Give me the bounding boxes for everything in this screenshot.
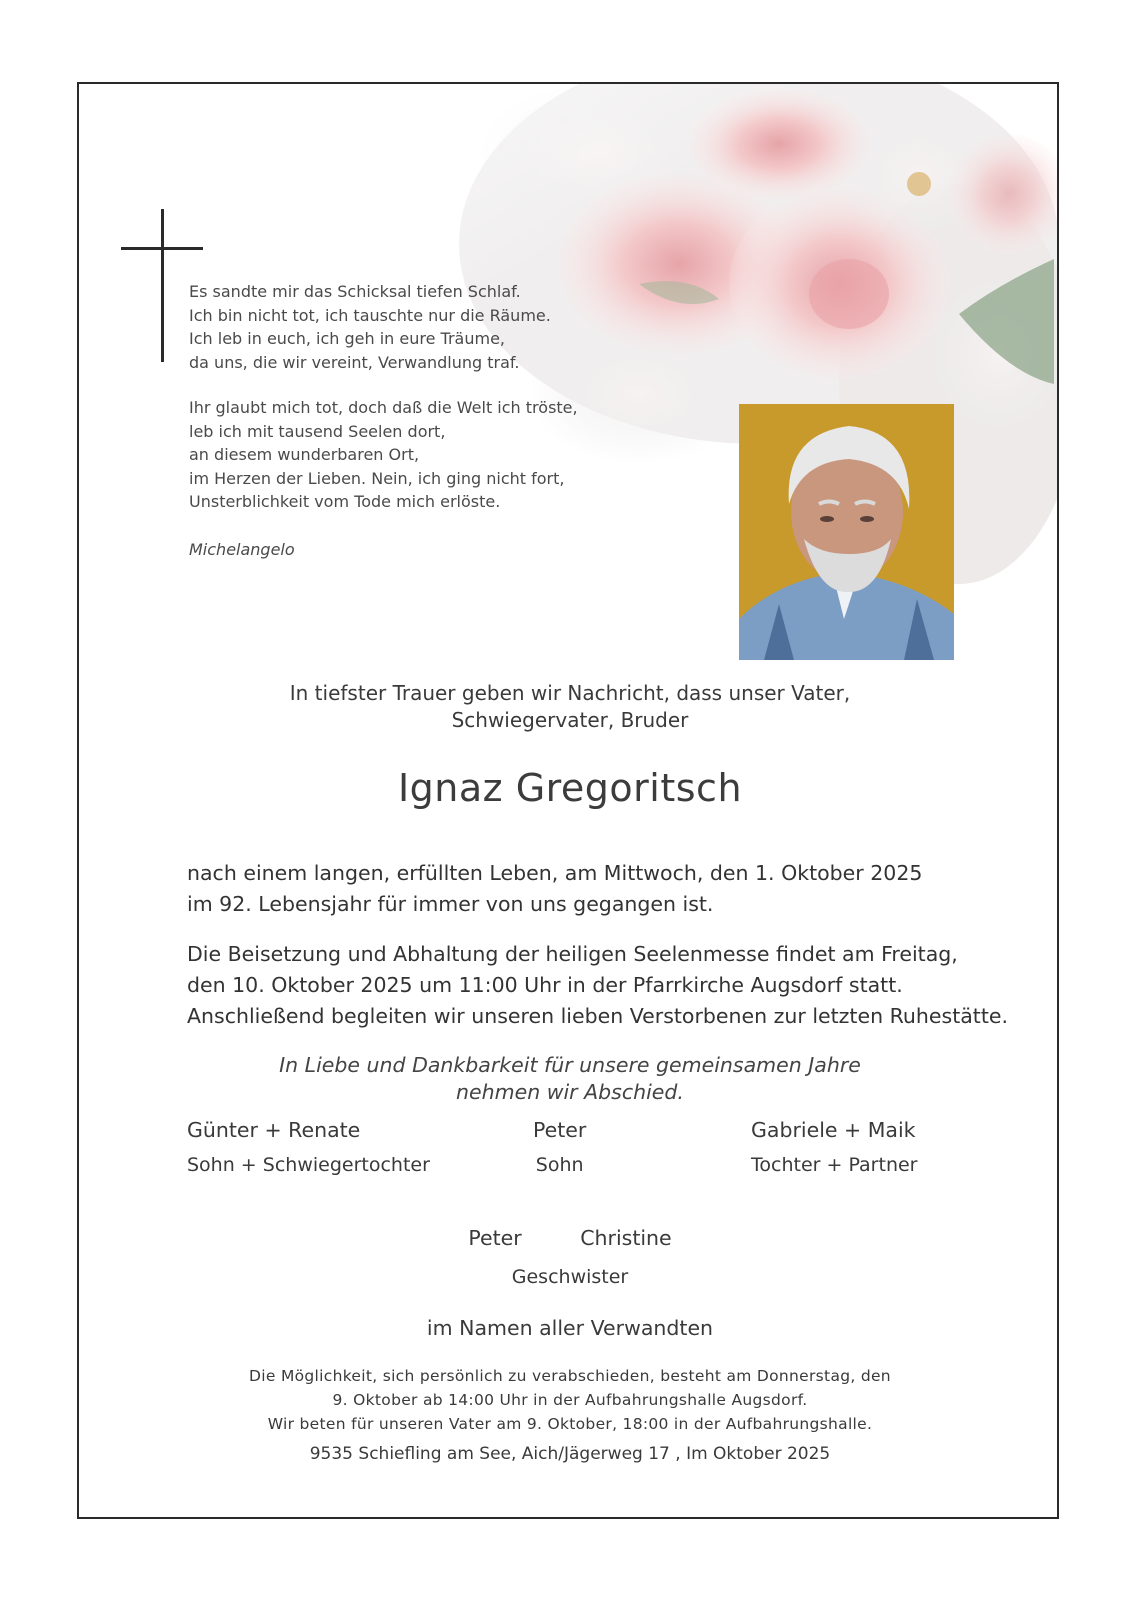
poem-line: Ihr glaubt mich tot, doch daß die Welt ich tröste, (189, 398, 578, 417)
siblings-names (79, 1226, 1059, 1250)
poem-line: Es sandte mir das Schicksal tiefen Schlaf. (189, 282, 521, 301)
notice-line: 9. Oktober ab 14:00 Uhr in der Aufbahrungshalle Augsdorf. (332, 1391, 808, 1409)
cross-icon (161, 209, 164, 362)
notice-line: Die Möglichkeit, sich persönlich zu verabschieden, besteht am Donnerstag, den (249, 1367, 891, 1385)
poem (189, 280, 749, 561)
poem-line: Ich bin nicht tot, ich tauschte nur die Räume. (189, 305, 551, 325)
family-relation: Tochter + Partner (751, 1154, 918, 1176)
family-relation: Sohn + Schwiegertochter (187, 1154, 430, 1176)
sibling-name: Christine (580, 1226, 672, 1250)
family-relation: Sohn (535, 1154, 584, 1176)
cross-icon-bar (121, 247, 203, 250)
funeral-line: Anschließend begleiten wir unseren lieben Verstorbenen zur letzten Ruhestätte. (187, 1004, 1009, 1028)
family-group (751, 1118, 918, 1176)
obituary-card (77, 82, 1059, 1519)
intro-text (79, 680, 1059, 734)
intro-line: In tiefster Trauer geben wir Nachricht, dass unser Vater, (289, 681, 851, 705)
intro-line: Schwiegervater, Bruder (451, 708, 689, 732)
viewing-notice (79, 1364, 1059, 1436)
deceased-name: Ignaz Gregoritsch (397, 766, 743, 810)
poem-line: Unsterblichkeit vom Tode mich erlöste. (189, 492, 501, 511)
death-notice (187, 858, 1027, 920)
funeral-line: den 10. Oktober 2025 um 11:00 Uhr in der Pfarrkirche Augsdorf statt. (187, 973, 903, 997)
siblings-relation: Geschwister (511, 1266, 629, 1288)
poem-line: im Herzen der Lieben. Nein, ich ging nicht fort, (189, 468, 565, 488)
poem-line: da uns, die wir vereint, Verwandlung traf. (189, 352, 520, 372)
family-names: Peter (533, 1118, 587, 1142)
family-group (533, 1118, 586, 1176)
relatives-text: im Namen aller Verwandten (426, 1316, 714, 1340)
farewell-text (79, 1052, 1059, 1106)
family-names: Günter + Renate (187, 1118, 361, 1142)
family-names: Gabriele + Maik (751, 1118, 916, 1142)
poem-line: an diesem wunderbaren Ort, (189, 445, 420, 464)
poem-line: leb ich mit tausend Seelen dort, (189, 421, 446, 441)
sibling-name: Peter (468, 1226, 522, 1250)
farewell-line: In Liebe und Dankbarkeit für unsere gemeinsamen Jahre (279, 1053, 861, 1077)
poem-line: Ich leb in euch, ich geh in eure Träume, (189, 329, 506, 348)
notice-line: Wir beten für unseren Vater am 9. Oktober, 18:00 in der Aufbahrungshalle. (267, 1415, 873, 1433)
poem-author: Michelangelo (189, 539, 295, 559)
funeral-details (187, 939, 1027, 1032)
death-notice-line: nach einem langen, erfüllten Leben, am Mittwoch, den 1. Oktober 2025 (187, 861, 923, 885)
farewell-line: nehmen wir Abschied. (456, 1080, 684, 1104)
death-notice-line: im 92. Lebensjahr für immer von uns gegangen ist. (187, 892, 714, 916)
portrait-photo (739, 404, 954, 660)
funeral-line: Die Beisetzung und Abhaltung der heiligen Seelenmesse findet am Freitag, (187, 942, 958, 966)
address-line: 9535 Schiefling am See, Aich/Jägerweg 17 , Im Oktober 2025 (309, 1444, 831, 1464)
family-group (187, 1118, 430, 1176)
